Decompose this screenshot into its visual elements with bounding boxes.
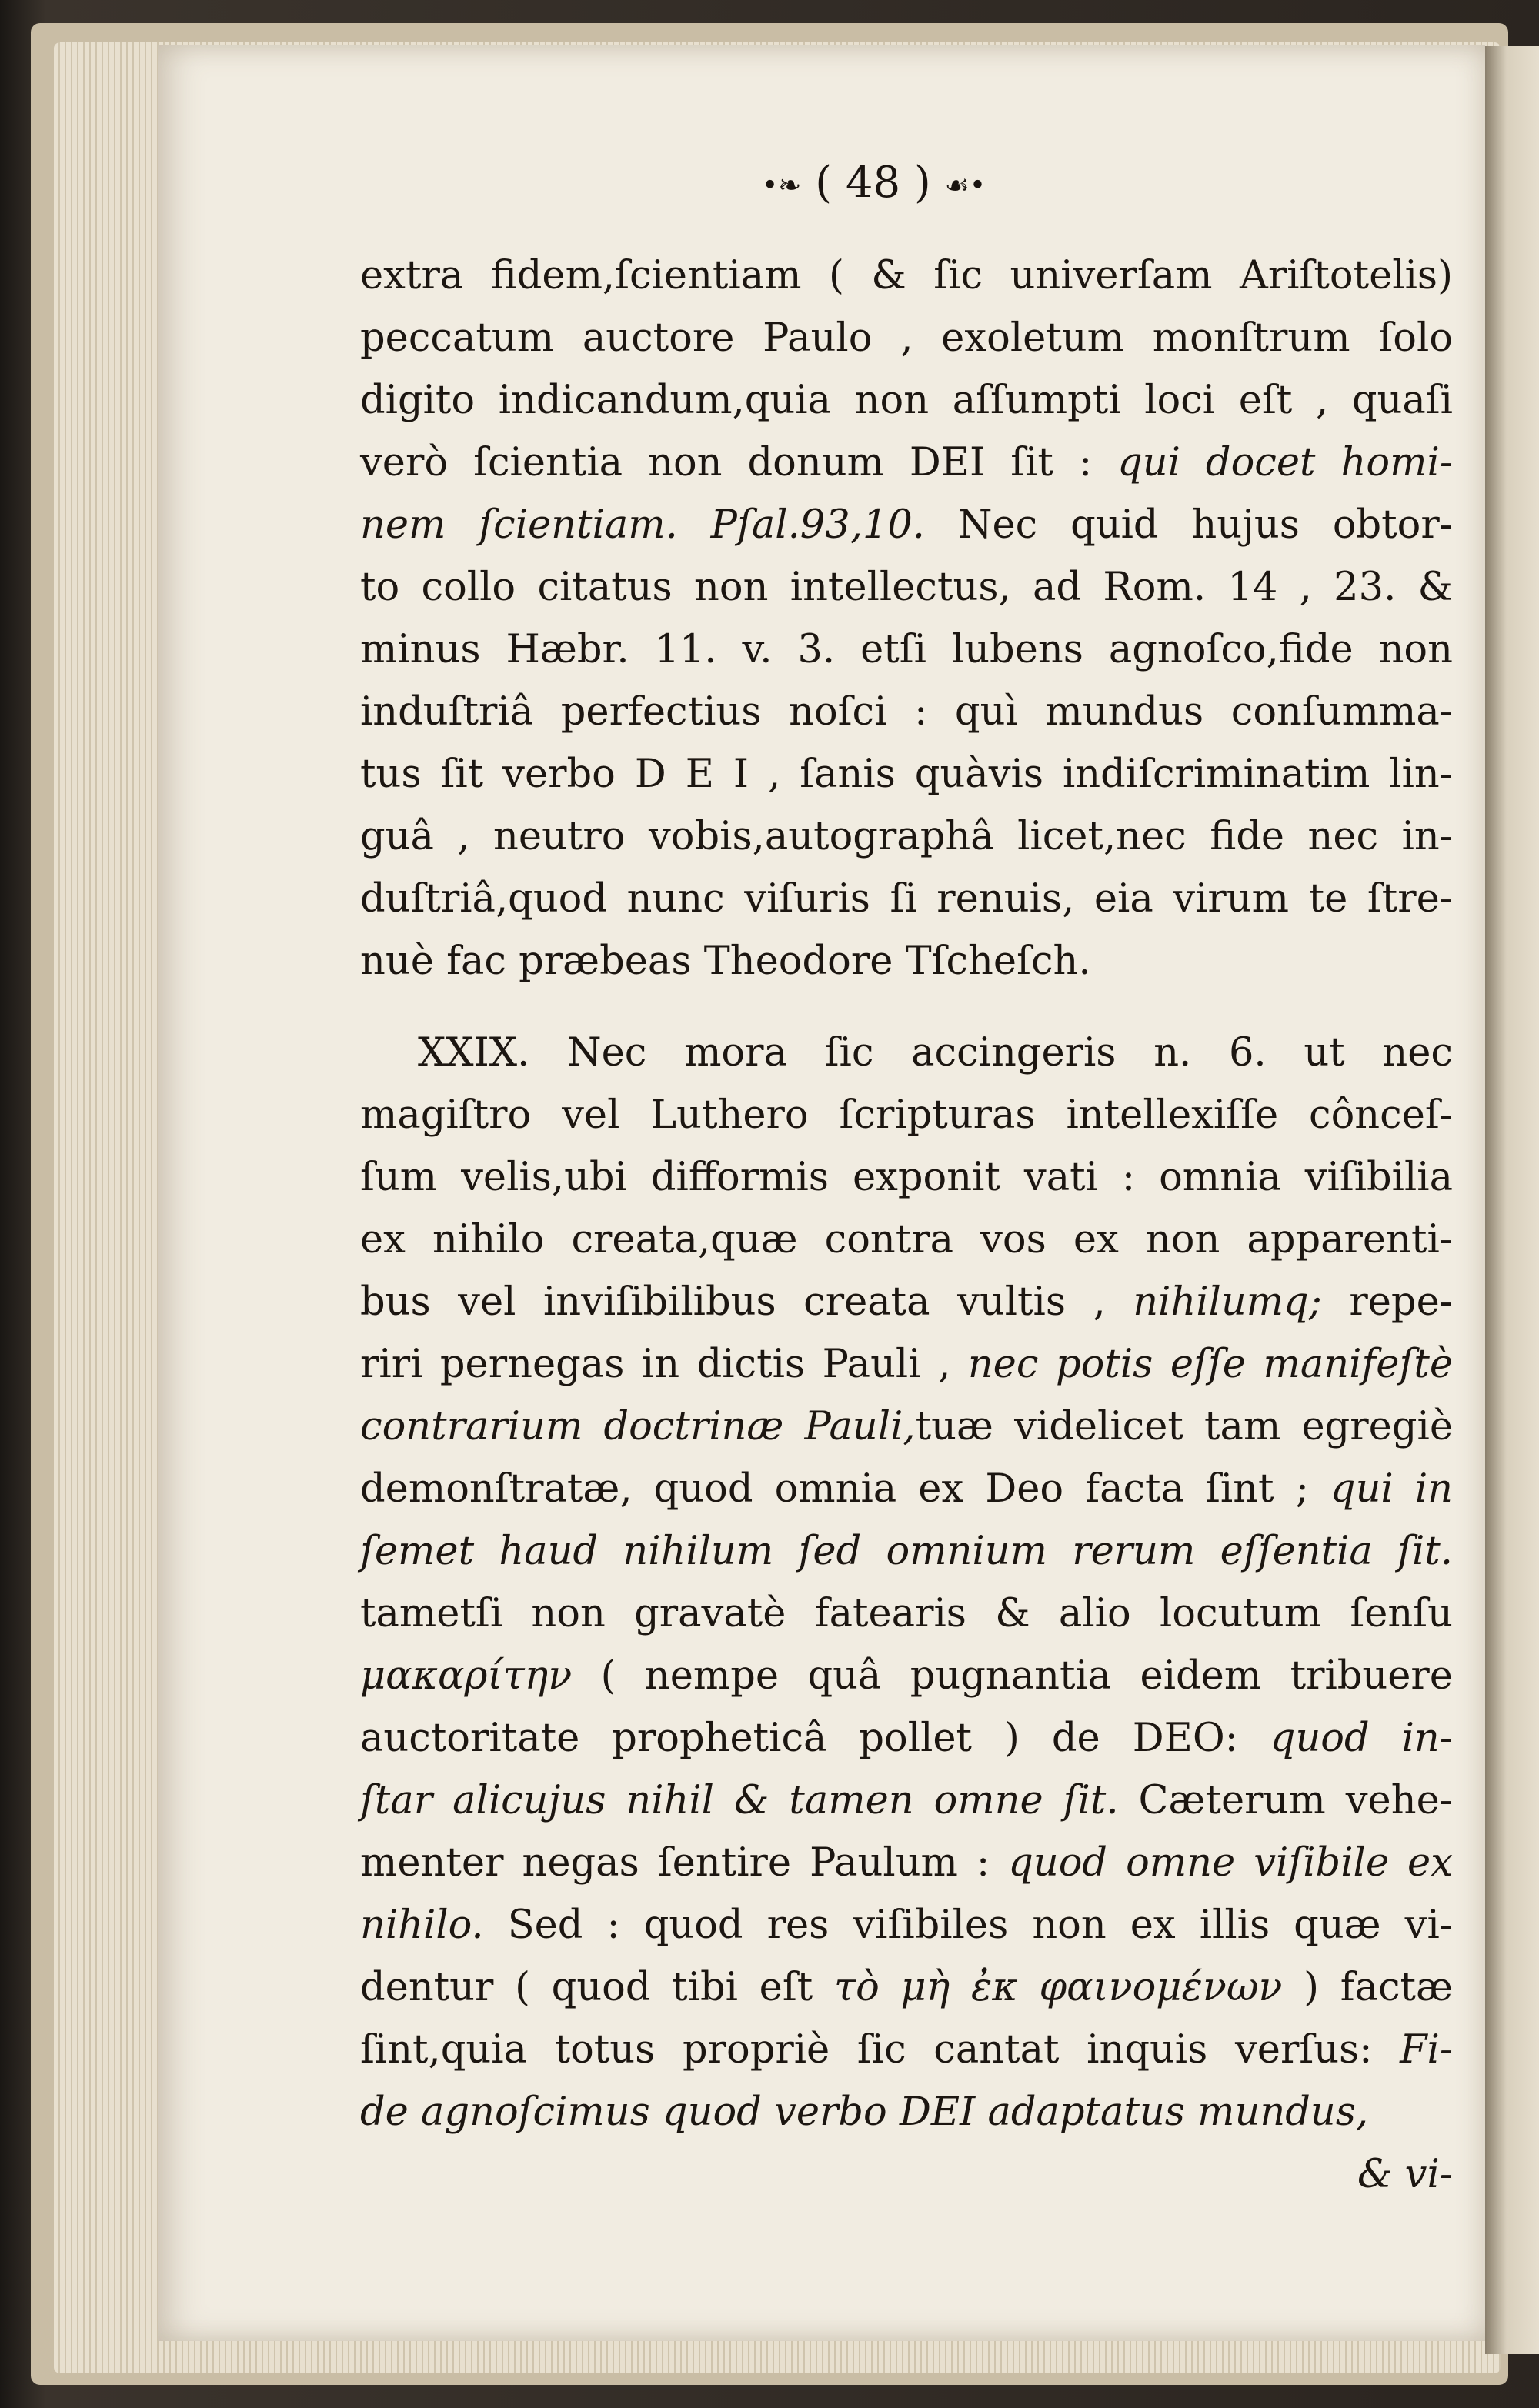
text-line: [360, 494, 1453, 556]
catchword-text: & vi-: [1357, 2152, 1453, 2197]
page-header: [762, 158, 1070, 219]
text-line: [360, 1209, 1453, 1271]
text-line: [360, 805, 1453, 868]
page-number: ( 48 ): [815, 158, 931, 208]
text-line: [360, 1458, 1453, 1520]
text-line: [360, 307, 1453, 369]
italic-segment: qui docet homi-: [1117, 440, 1453, 485]
italic-segment: nihilo.: [360, 1903, 484, 1948]
text-segment: minus Hæbr. 11. v. 3. etſi lubens agnoſco,fide non: [360, 627, 1453, 672]
text-segment: repe-: [1321, 1279, 1453, 1325]
italic-segment: quod omne viſibile ex: [1008, 1840, 1453, 1886]
text-line: [360, 1520, 1453, 1583]
italic-segment: ſtar alicujus nihil & tamen omne ſit.: [360, 1778, 1119, 1823]
text-line: [360, 245, 1453, 307]
text-segment: riri pernegas in dictis Pauli ,: [360, 1342, 968, 1387]
text-line: [360, 1583, 1453, 1645]
text-segment: duſtriâ,quod nunc viſuris ſi renuis, eia virum te ſtre-: [360, 876, 1453, 922]
text-segment: dentur ( quod tibi eſt: [360, 1965, 834, 2010]
text-segment: nuè fac præbeas Theodore Tſcheſch.: [360, 939, 1091, 984]
text-line: [360, 2019, 1453, 2081]
text-segment: tus ſit verbo D E I , ſanis quàvis indiſcriminatim lin-: [360, 752, 1453, 797]
italic-segment: ſemet haud nihilum ſed omnium rerum eſſentia ſit.: [360, 1529, 1453, 1574]
text-segment: Sed : quod res viſibiles non ex illis quæ vi-: [483, 1903, 1453, 1948]
text-segment: ſint,quia totus propriè ſic cantat inquis verſus:: [360, 2027, 1400, 2073]
text-line: [360, 2081, 1453, 2143]
text-line: [360, 1022, 1453, 1084]
text-line: [360, 556, 1453, 619]
italic-segment: quod in-: [1270, 1716, 1454, 1761]
italic-segment: qui in: [1330, 1466, 1453, 1512]
catchword: [360, 2143, 1453, 2206]
text-segment: Nec quid hujus obtor-: [925, 502, 1453, 548]
text-segment: XXIX. Nec mora ſic accingeris n. 6. ut nec: [418, 1030, 1453, 1076]
text-line: [360, 1956, 1453, 2019]
facing-page-edge: [1485, 46, 1539, 2354]
paragraph-2: [360, 1022, 1453, 2143]
italic-segment: nem ſcientiam. Pſal.93,10.: [360, 502, 926, 548]
italic-segment: de agnoſcimus quod verbo DEI adaptatus mundus,: [360, 2089, 1369, 2135]
text-line: [360, 1333, 1453, 1396]
text-segment: bus vel inviſibilibus creata vultis ,: [360, 1279, 1133, 1325]
text-segment: tametſi non gravatè fatearis & alio locutum ſenſu: [360, 1591, 1453, 1636]
italic-segment: nec potis eſſe manifeſtè: [967, 1342, 1454, 1387]
text-line: [360, 432, 1453, 494]
text-line: [360, 1146, 1453, 1209]
text-segment: peccatum auctore Paulo , exoletum monſtrum ſolo: [360, 315, 1453, 361]
text-segment: ex nihilo creata,quæ contra vos ex non apparenti-: [360, 1217, 1453, 1262]
italic-segment: τὸ μὴ ἐκ φαινομένων: [833, 1965, 1283, 2010]
paragraph-gap: [360, 992, 1453, 1022]
text-segment: extra fidem,ſcientiam ( & ſic univerſam Ariſtotelis): [360, 253, 1453, 298]
italic-segment: μακαρίτην: [360, 1653, 573, 1699]
text-segment: to collo citatus non intellectus, ad Rom. 14 , 23. &: [360, 565, 1453, 610]
text-line: [360, 1396, 1453, 1458]
text-line: [360, 1769, 1453, 1832]
text-segment: verò ſcientia non donum DEI ſit :: [360, 440, 1118, 485]
ornament-left: •❧: [762, 170, 802, 202]
text-line: [360, 930, 1453, 992]
text-line: [360, 619, 1453, 681]
text-segment: ) factæ: [1282, 1965, 1453, 2010]
text-segment: ( nempe quâ pugnantia eidem tribuere: [572, 1653, 1453, 1699]
text-line: [360, 1084, 1453, 1146]
paragraph-1: [360, 245, 1453, 992]
text-segment: induſtriâ perfectius noſci : quì mundus conſumma-: [360, 689, 1453, 735]
text-line: [360, 1832, 1453, 1894]
text-line: [360, 681, 1453, 743]
italic-segment: contrarium doctrinæ Pauli,: [360, 1404, 916, 1449]
text-line: [360, 1894, 1453, 1956]
text-segment: guâ , neutro vobis,autographâ licet,nec fide nec in-: [360, 814, 1453, 859]
text-segment: magiſtro vel Luthero ſcripturas intellexiſſe cônceſ-: [360, 1092, 1453, 1138]
italic-segment: Fi-: [1400, 2027, 1453, 2073]
italic-segment: nihilumq;: [1133, 1279, 1322, 1325]
text-segment: demonſtratæ, quod omnia ex Deo facta ſint ;: [360, 1466, 1330, 1512]
ornament-right: ☙•: [944, 170, 986, 202]
text-line: [360, 743, 1453, 805]
text-line: [360, 868, 1453, 930]
text-line: [360, 1271, 1453, 1333]
text-line: [360, 1645, 1453, 1707]
text-line: [360, 1707, 1453, 1769]
text-segment: Cæterum vehe-: [1118, 1778, 1453, 1823]
text-line: [360, 369, 1453, 432]
text-segment: menter negas ſentire Paulum :: [360, 1840, 1009, 1886]
text-segment: tuæ videlicet tam egregiè: [915, 1404, 1453, 1449]
text-segment: digito indicandum,quia non aſſumpti loci eſt , quaſi: [360, 378, 1453, 423]
body-text: [360, 245, 1453, 2206]
text-segment: auctoritate propheticâ pollet ) de DEO:: [360, 1716, 1270, 1761]
text-segment: ſum velis,ubi difformis exponit vati : omnia viſibilia: [360, 1155, 1453, 1200]
